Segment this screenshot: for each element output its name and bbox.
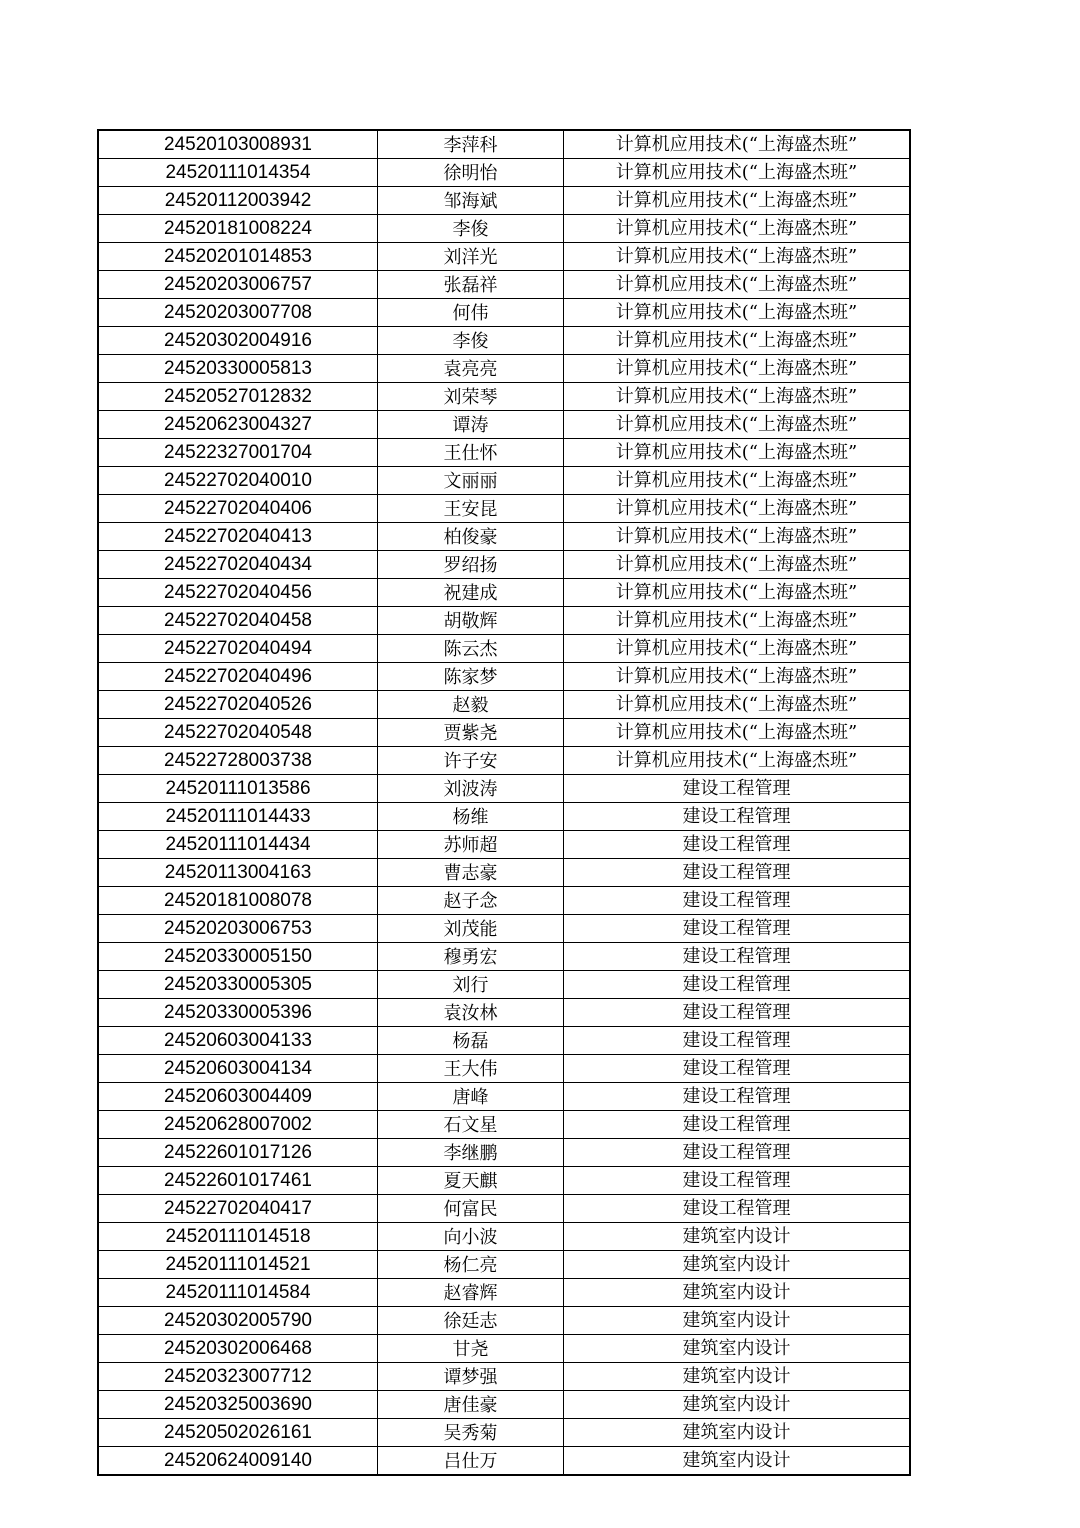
- major-cell: 计算机应用技术(“上海盛杰班”: [564, 691, 911, 719]
- student-name-cell: 杨磊: [378, 1027, 564, 1055]
- student-id-cell: 24522702040526: [98, 691, 378, 719]
- student-name-cell: 徐明怡: [378, 159, 564, 187]
- student-id-cell: 24520603004134: [98, 1055, 378, 1083]
- table-row: [98, 327, 910, 355]
- major-cell: 计算机应用技术(“上海盛杰班”: [564, 439, 911, 467]
- table-row: [98, 130, 910, 159]
- table-row: [98, 803, 910, 831]
- student-name-cell: 吕仕万: [378, 1447, 564, 1476]
- student-id-cell: 24520113004163: [98, 859, 378, 887]
- major-cell: 建设工程管理: [564, 887, 911, 915]
- major-cell: 建筑室内设计: [564, 1335, 911, 1363]
- student-id-cell: 24520302006468: [98, 1335, 378, 1363]
- student-name-cell: 文丽丽: [378, 467, 564, 495]
- student-id-cell: 24522601017461: [98, 1167, 378, 1195]
- major-cell: 计算机应用技术(“上海盛杰班”: [564, 355, 911, 383]
- student-id-cell: 24520603004133: [98, 1027, 378, 1055]
- student-name-cell: 祝建成: [378, 579, 564, 607]
- student-id-cell: 24520325003690: [98, 1391, 378, 1419]
- major-cell: 建筑室内设计: [564, 1279, 911, 1307]
- student-id-cell: 24520112003942: [98, 187, 378, 215]
- student-name-cell: 谭梦强: [378, 1363, 564, 1391]
- major-cell: 建筑室内设计: [564, 1447, 911, 1476]
- table-row: [98, 1139, 910, 1167]
- table-row: [98, 411, 910, 439]
- student-name-cell: 杨维: [378, 803, 564, 831]
- major-cell: 建筑室内设计: [564, 1391, 911, 1419]
- student-name-cell: 王安昆: [378, 495, 564, 523]
- student-id-cell: 24520302005790: [98, 1307, 378, 1335]
- table-row: [98, 691, 910, 719]
- student-id-cell: 24520111014434: [98, 831, 378, 859]
- table-row: [98, 943, 910, 971]
- student-id-cell: 24520502026161: [98, 1419, 378, 1447]
- major-cell: 计算机应用技术(“上海盛杰班”: [564, 383, 911, 411]
- major-cell: 计算机应用技术(“上海盛杰班”: [564, 467, 911, 495]
- table-row: [98, 1223, 910, 1251]
- major-cell: 计算机应用技术(“上海盛杰班”: [564, 243, 911, 271]
- table-row: [98, 551, 910, 579]
- table-row: [98, 579, 910, 607]
- student-name-cell: 甘尧: [378, 1335, 564, 1363]
- table-row: [98, 971, 910, 999]
- student-name-cell: 胡敬辉: [378, 607, 564, 635]
- major-cell: 计算机应用技术(“上海盛杰班”: [564, 719, 911, 747]
- table-row: [98, 1195, 910, 1223]
- student-name-cell: 苏师超: [378, 831, 564, 859]
- student-name-cell: 徐廷志: [378, 1307, 564, 1335]
- major-cell: 计算机应用技术(“上海盛杰班”: [564, 215, 911, 243]
- student-name-cell: 张磊祥: [378, 271, 564, 299]
- student-name-cell: 李继鹏: [378, 1139, 564, 1167]
- table-row: [98, 1335, 910, 1363]
- major-cell: 计算机应用技术(“上海盛杰班”: [564, 327, 911, 355]
- student-roster-table: [97, 129, 911, 1476]
- student-name-cell: 吴秀菊: [378, 1419, 564, 1447]
- table-row: [98, 859, 910, 887]
- student-name-cell: 刘茂能: [378, 915, 564, 943]
- student-name-cell: 李萍科: [378, 130, 564, 159]
- student-id-cell: 24520111014521: [98, 1251, 378, 1279]
- student-id-cell: 24522601017126: [98, 1139, 378, 1167]
- student-id-cell: 24522702040010: [98, 467, 378, 495]
- major-cell: 建筑室内设计: [564, 1363, 911, 1391]
- major-cell: 计算机应用技术(“上海盛杰班”: [564, 523, 911, 551]
- table-row: [98, 355, 910, 383]
- table-row: [98, 887, 910, 915]
- student-id-cell: 24520103008931: [98, 130, 378, 159]
- major-cell: 建设工程管理: [564, 775, 911, 803]
- student-id-cell: 24520111014433: [98, 803, 378, 831]
- table-row: [98, 1083, 910, 1111]
- table-row: [98, 1111, 910, 1139]
- table-row: [98, 1307, 910, 1335]
- student-name-cell: 李俊: [378, 215, 564, 243]
- major-cell: 计算机应用技术(“上海盛杰班”: [564, 747, 911, 775]
- major-cell: 建设工程管理: [564, 915, 911, 943]
- table-row: [98, 1027, 910, 1055]
- student-name-cell: 向小波: [378, 1223, 564, 1251]
- student-id-cell: 24520181008224: [98, 215, 378, 243]
- table-row: [98, 1167, 910, 1195]
- major-cell: 建设工程管理: [564, 1083, 911, 1111]
- major-cell: 建设工程管理: [564, 859, 911, 887]
- major-cell: 计算机应用技术(“上海盛杰班”: [564, 411, 911, 439]
- student-id-cell: 24520201014853: [98, 243, 378, 271]
- student-name-cell: 柏俊豪: [378, 523, 564, 551]
- major-cell: 建设工程管理: [564, 803, 911, 831]
- major-cell: 计算机应用技术(“上海盛杰班”: [564, 187, 911, 215]
- table-row: [98, 243, 910, 271]
- student-id-cell: 24520323007712: [98, 1363, 378, 1391]
- student-id-cell: 24520527012832: [98, 383, 378, 411]
- student-name-cell: 王仕怀: [378, 439, 564, 467]
- student-name-cell: 石文星: [378, 1111, 564, 1139]
- major-cell: 建设工程管理: [564, 943, 911, 971]
- student-id-cell: 24522728003738: [98, 747, 378, 775]
- table-row: [98, 1363, 910, 1391]
- major-cell: 建设工程管理: [564, 971, 911, 999]
- table-row: [98, 1251, 910, 1279]
- major-cell: 计算机应用技术(“上海盛杰班”: [564, 159, 911, 187]
- student-id-cell: 24522702040496: [98, 663, 378, 691]
- student-name-cell: 刘荣琴: [378, 383, 564, 411]
- table-row: [98, 1419, 910, 1447]
- student-id-cell: 24520111014354: [98, 159, 378, 187]
- student-id-cell: 24522702040494: [98, 635, 378, 663]
- student-name-cell: 夏天麒: [378, 1167, 564, 1195]
- table-row: [98, 383, 910, 411]
- student-name-cell: 袁汝林: [378, 999, 564, 1027]
- major-cell: 计算机应用技术(“上海盛杰班”: [564, 130, 911, 159]
- student-id-cell: 24520628007002: [98, 1111, 378, 1139]
- student-name-cell: 邹海斌: [378, 187, 564, 215]
- student-name-cell: 刘洋光: [378, 243, 564, 271]
- student-id-cell: 24520111014518: [98, 1223, 378, 1251]
- student-id-cell: 24520623004327: [98, 411, 378, 439]
- student-name-cell: 陈家梦: [378, 663, 564, 691]
- student-name-cell: 陈云杰: [378, 635, 564, 663]
- table-row: [98, 1055, 910, 1083]
- table-row: [98, 607, 910, 635]
- student-id-cell: 24522702040413: [98, 523, 378, 551]
- table-row: [98, 747, 910, 775]
- table-row: [98, 187, 910, 215]
- student-id-cell: 24520330005305: [98, 971, 378, 999]
- table-row: [98, 775, 910, 803]
- major-cell: 建筑室内设计: [564, 1223, 911, 1251]
- major-cell: 计算机应用技术(“上海盛杰班”: [564, 579, 911, 607]
- student-id-cell: 24520111014584: [98, 1279, 378, 1307]
- table-row: [98, 831, 910, 859]
- student-id-cell: 24522702040456: [98, 579, 378, 607]
- major-cell: 计算机应用技术(“上海盛杰班”: [564, 271, 911, 299]
- major-cell: 计算机应用技术(“上海盛杰班”: [564, 551, 911, 579]
- student-id-cell: 24522327001704: [98, 439, 378, 467]
- major-cell: 计算机应用技术(“上海盛杰班”: [564, 495, 911, 523]
- student-id-cell: 24520624009140: [98, 1447, 378, 1476]
- table-row: [98, 635, 910, 663]
- table-row: [98, 1391, 910, 1419]
- major-cell: 建设工程管理: [564, 1027, 911, 1055]
- student-id-cell: 24520302004916: [98, 327, 378, 355]
- student-name-cell: 穆勇宏: [378, 943, 564, 971]
- student-id-cell: 24522702040458: [98, 607, 378, 635]
- major-cell: 建设工程管理: [564, 1055, 911, 1083]
- student-name-cell: 赵子念: [378, 887, 564, 915]
- major-cell: 建筑室内设计: [564, 1419, 911, 1447]
- major-cell: 建设工程管理: [564, 999, 911, 1027]
- student-name-cell: 赵毅: [378, 691, 564, 719]
- major-cell: 建设工程管理: [564, 1111, 911, 1139]
- table-row: [98, 1447, 910, 1476]
- table-row: [98, 215, 910, 243]
- major-cell: 建筑室内设计: [564, 1251, 911, 1279]
- student-id-cell: 24522702040548: [98, 719, 378, 747]
- major-cell: 建筑室内设计: [564, 1307, 911, 1335]
- major-cell: 计算机应用技术(“上海盛杰班”: [564, 607, 911, 635]
- student-id-cell: 24522702040406: [98, 495, 378, 523]
- student-id-cell: 24520181008078: [98, 887, 378, 915]
- student-id-cell: 24520330005396: [98, 999, 378, 1027]
- major-cell: 建设工程管理: [564, 1167, 911, 1195]
- table-row: [98, 663, 910, 691]
- table-row: [98, 159, 910, 187]
- student-id-cell: 24520111013586: [98, 775, 378, 803]
- student-name-cell: 曹志豪: [378, 859, 564, 887]
- student-id-cell: 24522702040434: [98, 551, 378, 579]
- student-name-cell: 王大伟: [378, 1055, 564, 1083]
- student-name-cell: 许子安: [378, 747, 564, 775]
- table-row: [98, 719, 910, 747]
- roster-body: [98, 130, 910, 1475]
- student-name-cell: 袁亮亮: [378, 355, 564, 383]
- student-name-cell: 罗绍扬: [378, 551, 564, 579]
- major-cell: 建设工程管理: [564, 1139, 911, 1167]
- student-id-cell: 24522702040417: [98, 1195, 378, 1223]
- major-cell: 建设工程管理: [564, 831, 911, 859]
- table-row: [98, 523, 910, 551]
- student-name-cell: 杨仁亮: [378, 1251, 564, 1279]
- major-cell: 建设工程管理: [564, 1195, 911, 1223]
- student-name-cell: 何伟: [378, 299, 564, 327]
- student-id-cell: 24520603004409: [98, 1083, 378, 1111]
- student-id-cell: 24520330005150: [98, 943, 378, 971]
- table-row: [98, 271, 910, 299]
- table-row: [98, 495, 910, 523]
- table-row: [98, 999, 910, 1027]
- table-row: [98, 439, 910, 467]
- table-row: [98, 299, 910, 327]
- student-name-cell: 赵睿辉: [378, 1279, 564, 1307]
- table-row: [98, 1279, 910, 1307]
- major-cell: 计算机应用技术(“上海盛杰班”: [564, 299, 911, 327]
- student-id-cell: 24520203006753: [98, 915, 378, 943]
- student-name-cell: 唐佳豪: [378, 1391, 564, 1419]
- student-name-cell: 贾紫尧: [378, 719, 564, 747]
- student-name-cell: 何富民: [378, 1195, 564, 1223]
- major-cell: 计算机应用技术(“上海盛杰班”: [564, 663, 911, 691]
- student-name-cell: 刘行: [378, 971, 564, 999]
- student-name-cell: 唐峰: [378, 1083, 564, 1111]
- table-row: [98, 467, 910, 495]
- student-name-cell: 李俊: [378, 327, 564, 355]
- table-row: [98, 915, 910, 943]
- student-id-cell: 24520203007708: [98, 299, 378, 327]
- student-name-cell: 谭涛: [378, 411, 564, 439]
- student-id-cell: 24520330005813: [98, 355, 378, 383]
- student-name-cell: 刘波涛: [378, 775, 564, 803]
- major-cell: 计算机应用技术(“上海盛杰班”: [564, 635, 911, 663]
- student-id-cell: 24520203006757: [98, 271, 378, 299]
